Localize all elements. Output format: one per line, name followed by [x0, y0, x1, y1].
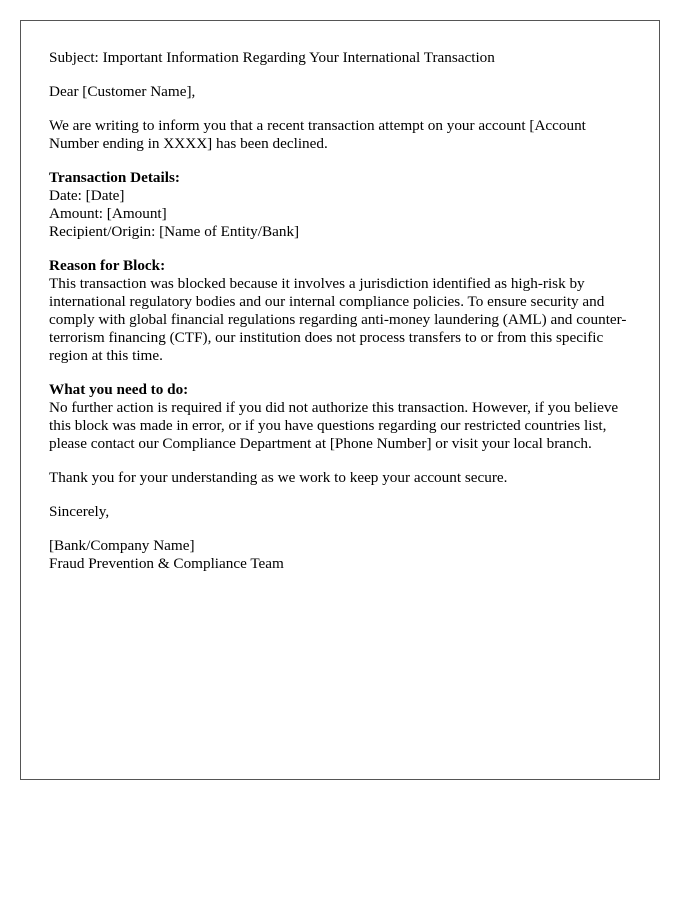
transaction-details-heading: Transaction Details:: [49, 169, 180, 186]
reason-section: [49, 257, 631, 365]
reason-heading: Reason for Block:: [49, 257, 166, 274]
letter-greeting: Dear [Customer Name],: [49, 83, 196, 100]
reason-body: This transaction was blocked because it involves a jurisdiction identified as high-risk by international regulatory bodies and our internal compliance policies. To ensure security and comply with global financial regulations regarding anti-money laundering (AML) and counter-terrorism financing (CTF), our institution does not process transfers to or from this specific region at this time.: [49, 275, 627, 364]
action-heading: What you need to do:: [49, 381, 189, 398]
letter-subject: Subject: Important Information Regarding Your International Transaction: [49, 49, 495, 66]
transaction-details-section: [49, 169, 631, 241]
letter-intro: We are writing to inform you that a recent transaction attempt on your account [Account Number ending in XXXX] has been declined.: [49, 117, 586, 152]
action-body: No further action is required if you did not authorize this transaction. However, if you believe this block was made in error, or if you have questions regarding our restricted countries list, please contact our Compliance Department at [Phone Number] or visit your local branch.: [49, 399, 619, 452]
signature-team: Fraud Prevention & Compliance Team: [49, 555, 284, 572]
transaction-date: Date: [Date]: [49, 187, 125, 204]
signature-block: [49, 537, 631, 573]
letter-thanks: Thank you for your understanding as we work to keep your account secure.: [49, 469, 508, 486]
signature-company: [Bank/Company Name]: [49, 537, 195, 554]
letter-closing: Sincerely,: [49, 503, 110, 520]
letter-document: [20, 20, 660, 780]
transaction-amount: Amount: [Amount]: [49, 205, 167, 222]
transaction-recipient: Recipient/Origin: [Name of Entity/Bank]: [49, 223, 300, 240]
action-section: [49, 381, 631, 453]
